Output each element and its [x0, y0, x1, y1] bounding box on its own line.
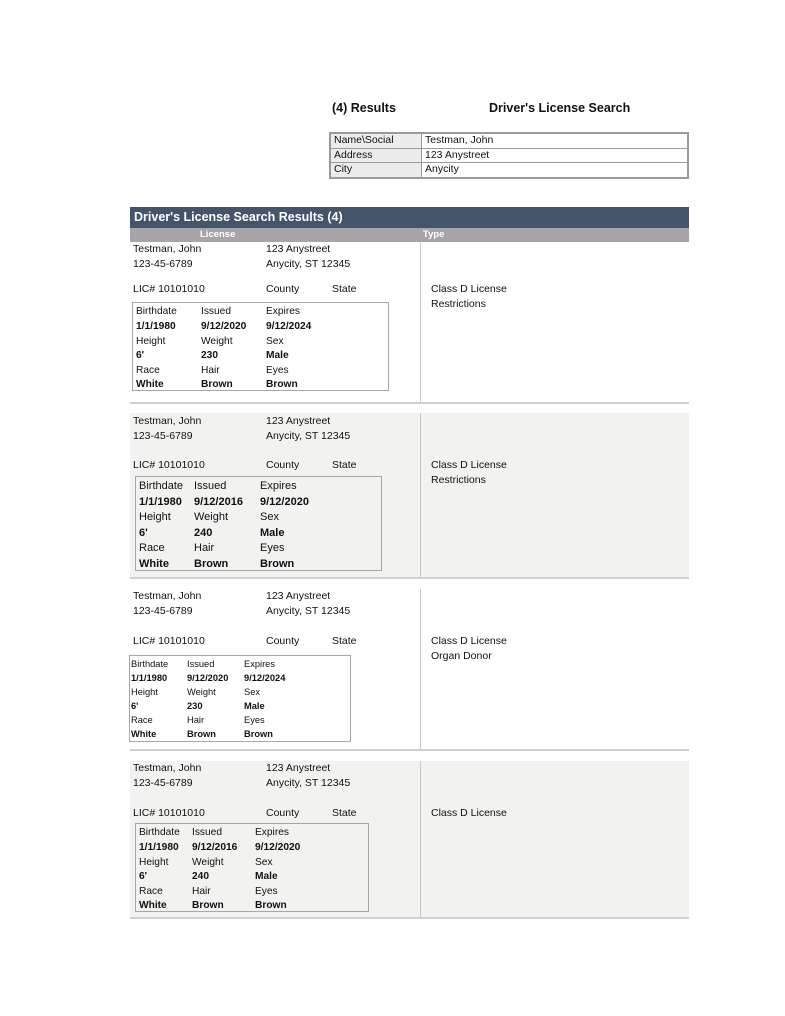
license-details-box: [129, 655, 351, 742]
column-divider: [420, 589, 421, 749]
criteria-label: Name\Social: [330, 133, 422, 148]
holder-ssn: 123-45-6789: [133, 605, 193, 617]
label-sex: Sex: [244, 687, 261, 697]
holder-name: Testman, John: [133, 762, 202, 774]
county-label: County: [266, 459, 300, 471]
label-eyes: Eyes: [266, 365, 289, 376]
holder-ssn: 123-45-6789: [133, 258, 193, 270]
page-title: Driver's License Search: [489, 101, 631, 115]
label-issued: Issued: [194, 480, 227, 492]
value-issued: 9/12/2020: [201, 321, 247, 332]
license-result-card: [130, 761, 689, 919]
holder-ssn: 123-45-6789: [133, 777, 193, 789]
label-weight: Weight: [194, 511, 229, 523]
county-label: County: [266, 807, 300, 819]
label-expires: Expires: [266, 306, 300, 317]
label-eyes: Eyes: [244, 715, 265, 725]
label-birthdate: Birthdate: [136, 306, 177, 317]
value-eyes: Brown: [260, 558, 295, 570]
license-number: LIC# 10101010: [133, 459, 205, 471]
label-sex: Sex: [255, 857, 273, 868]
license-result-card: [130, 242, 689, 404]
label-issued: Issued: [192, 827, 223, 838]
value-birthdate: 1/1/1980: [131, 673, 168, 683]
value-race: White: [136, 379, 164, 390]
value-issued: 9/12/2020: [187, 673, 229, 683]
value-weight: 230: [187, 701, 203, 711]
label-expires: Expires: [260, 480, 297, 492]
label-birthdate: Birthdate: [131, 659, 169, 669]
value-hair: Brown: [187, 729, 216, 739]
value-height: 6': [139, 527, 148, 539]
label-hair: Hair: [187, 715, 205, 725]
label-height: Height: [131, 687, 158, 697]
value-sex: Male: [260, 527, 285, 539]
search-criteria-table: [329, 132, 689, 179]
column-divider: [420, 413, 421, 577]
value-expires: 9/12/2020: [260, 496, 309, 508]
label-eyes: Eyes: [255, 886, 278, 897]
criteria-row: [330, 163, 688, 178]
license-details-box: [132, 302, 389, 391]
license-type: Class D License: [431, 635, 507, 647]
results-banner: Driver's License Search Results (4): [130, 207, 689, 228]
criteria-value: Testman, John: [422, 133, 689, 148]
label-height: Height: [136, 336, 166, 347]
criteria-label: Address: [330, 148, 422, 163]
county-label: County: [266, 635, 300, 647]
value-race: White: [139, 558, 169, 570]
value-race: White: [131, 729, 157, 739]
label-race: Race: [131, 715, 153, 725]
holder-street: 123 Anystreet: [266, 415, 331, 427]
label-height: Height: [139, 511, 171, 523]
holder-citystate: Anycity, ST 12345: [266, 777, 351, 789]
license-note: Restrictions: [431, 474, 486, 486]
value-eyes: Brown: [244, 729, 273, 739]
license-note: Organ Donor: [431, 650, 492, 662]
value-birthdate: 1/1/1980: [139, 496, 182, 508]
value-issued: 9/12/2016: [194, 496, 243, 508]
value-hair: Brown: [192, 900, 224, 911]
license-details-box: [135, 823, 369, 912]
label-expires: Expires: [255, 827, 289, 838]
column-license: License: [200, 229, 236, 240]
value-birthdate: 1/1/1980: [139, 842, 179, 853]
value-sex: Male: [244, 701, 265, 711]
holder-citystate: Anycity, ST 12345: [266, 258, 351, 270]
value-expires: 9/12/2020: [255, 842, 301, 853]
value-height: 6': [136, 350, 145, 361]
label-race: Race: [136, 365, 160, 376]
holder-street: 123 Anystreet: [266, 243, 331, 255]
label-issued: Issued: [201, 306, 232, 317]
value-sex: Male: [255, 871, 278, 882]
license-type: Class D License: [431, 459, 507, 471]
license-type: Class D License: [431, 283, 507, 295]
value-eyes: Brown: [266, 379, 298, 390]
state-label: State: [332, 807, 357, 819]
results-column-header: [130, 228, 689, 242]
holder-name: Testman, John: [133, 590, 202, 602]
label-birthdate: Birthdate: [139, 480, 184, 492]
license-number: LIC# 10101010: [133, 807, 205, 819]
license-number: LIC# 10101010: [133, 283, 205, 295]
holder-citystate: Anycity, ST 12345: [266, 430, 351, 442]
value-issued: 9/12/2016: [192, 842, 238, 853]
label-expires: Expires: [244, 659, 276, 669]
label-height: Height: [139, 857, 169, 868]
label-weight: Weight: [201, 336, 233, 347]
column-divider: [420, 242, 421, 402]
value-hair: Brown: [194, 558, 229, 570]
results-count: (4) Results: [332, 101, 396, 115]
value-hair: Brown: [201, 379, 233, 390]
label-race: Race: [139, 542, 165, 554]
license-details-box: [135, 476, 382, 571]
value-weight: 240: [192, 871, 209, 882]
license-result-card: [130, 589, 689, 751]
holder-name: Testman, John: [133, 243, 202, 255]
label-sex: Sex: [266, 336, 284, 347]
state-label: State: [332, 635, 357, 647]
value-height: 6': [139, 871, 148, 882]
holder-citystate: Anycity, ST 12345: [266, 605, 351, 617]
holder-street: 123 Anystreet: [266, 590, 331, 602]
holder-street: 123 Anystreet: [266, 762, 331, 774]
label-weight: Weight: [187, 687, 216, 697]
license-type: Class D License: [431, 807, 507, 819]
label-sex: Sex: [260, 511, 279, 523]
label-eyes: Eyes: [260, 542, 285, 554]
label-hair: Hair: [201, 365, 220, 376]
value-eyes: Brown: [255, 900, 287, 911]
label-weight: Weight: [192, 857, 224, 868]
criteria-label: City: [330, 163, 422, 178]
label-race: Race: [139, 886, 163, 897]
criteria-value: Anycity: [422, 163, 689, 178]
value-weight: 240: [194, 527, 213, 539]
holder-name: Testman, John: [133, 415, 202, 427]
criteria-row: [330, 148, 688, 163]
value-race: White: [139, 900, 167, 911]
label-hair: Hair: [192, 886, 211, 897]
label-hair: Hair: [194, 542, 215, 554]
license-note: Restrictions: [431, 298, 486, 310]
value-birthdate: 1/1/1980: [136, 321, 176, 332]
value-weight: 230: [201, 350, 218, 361]
label-birthdate: Birthdate: [139, 827, 180, 838]
value-expires: 9/12/2024: [266, 321, 312, 332]
column-type: Type: [423, 229, 445, 240]
county-label: County: [266, 283, 300, 295]
column-divider: [420, 761, 421, 917]
state-label: State: [332, 459, 357, 471]
value-expires: 9/12/2024: [244, 673, 286, 683]
license-number: LIC# 10101010: [133, 635, 205, 647]
value-height: 6': [131, 701, 139, 711]
label-issued: Issued: [187, 659, 215, 669]
license-result-card: [130, 413, 689, 579]
state-label: State: [332, 283, 357, 295]
criteria-row: [330, 133, 688, 148]
holder-ssn: 123-45-6789: [133, 430, 193, 442]
value-sex: Male: [266, 350, 289, 361]
criteria-value: 123 Anystreet: [422, 148, 689, 163]
